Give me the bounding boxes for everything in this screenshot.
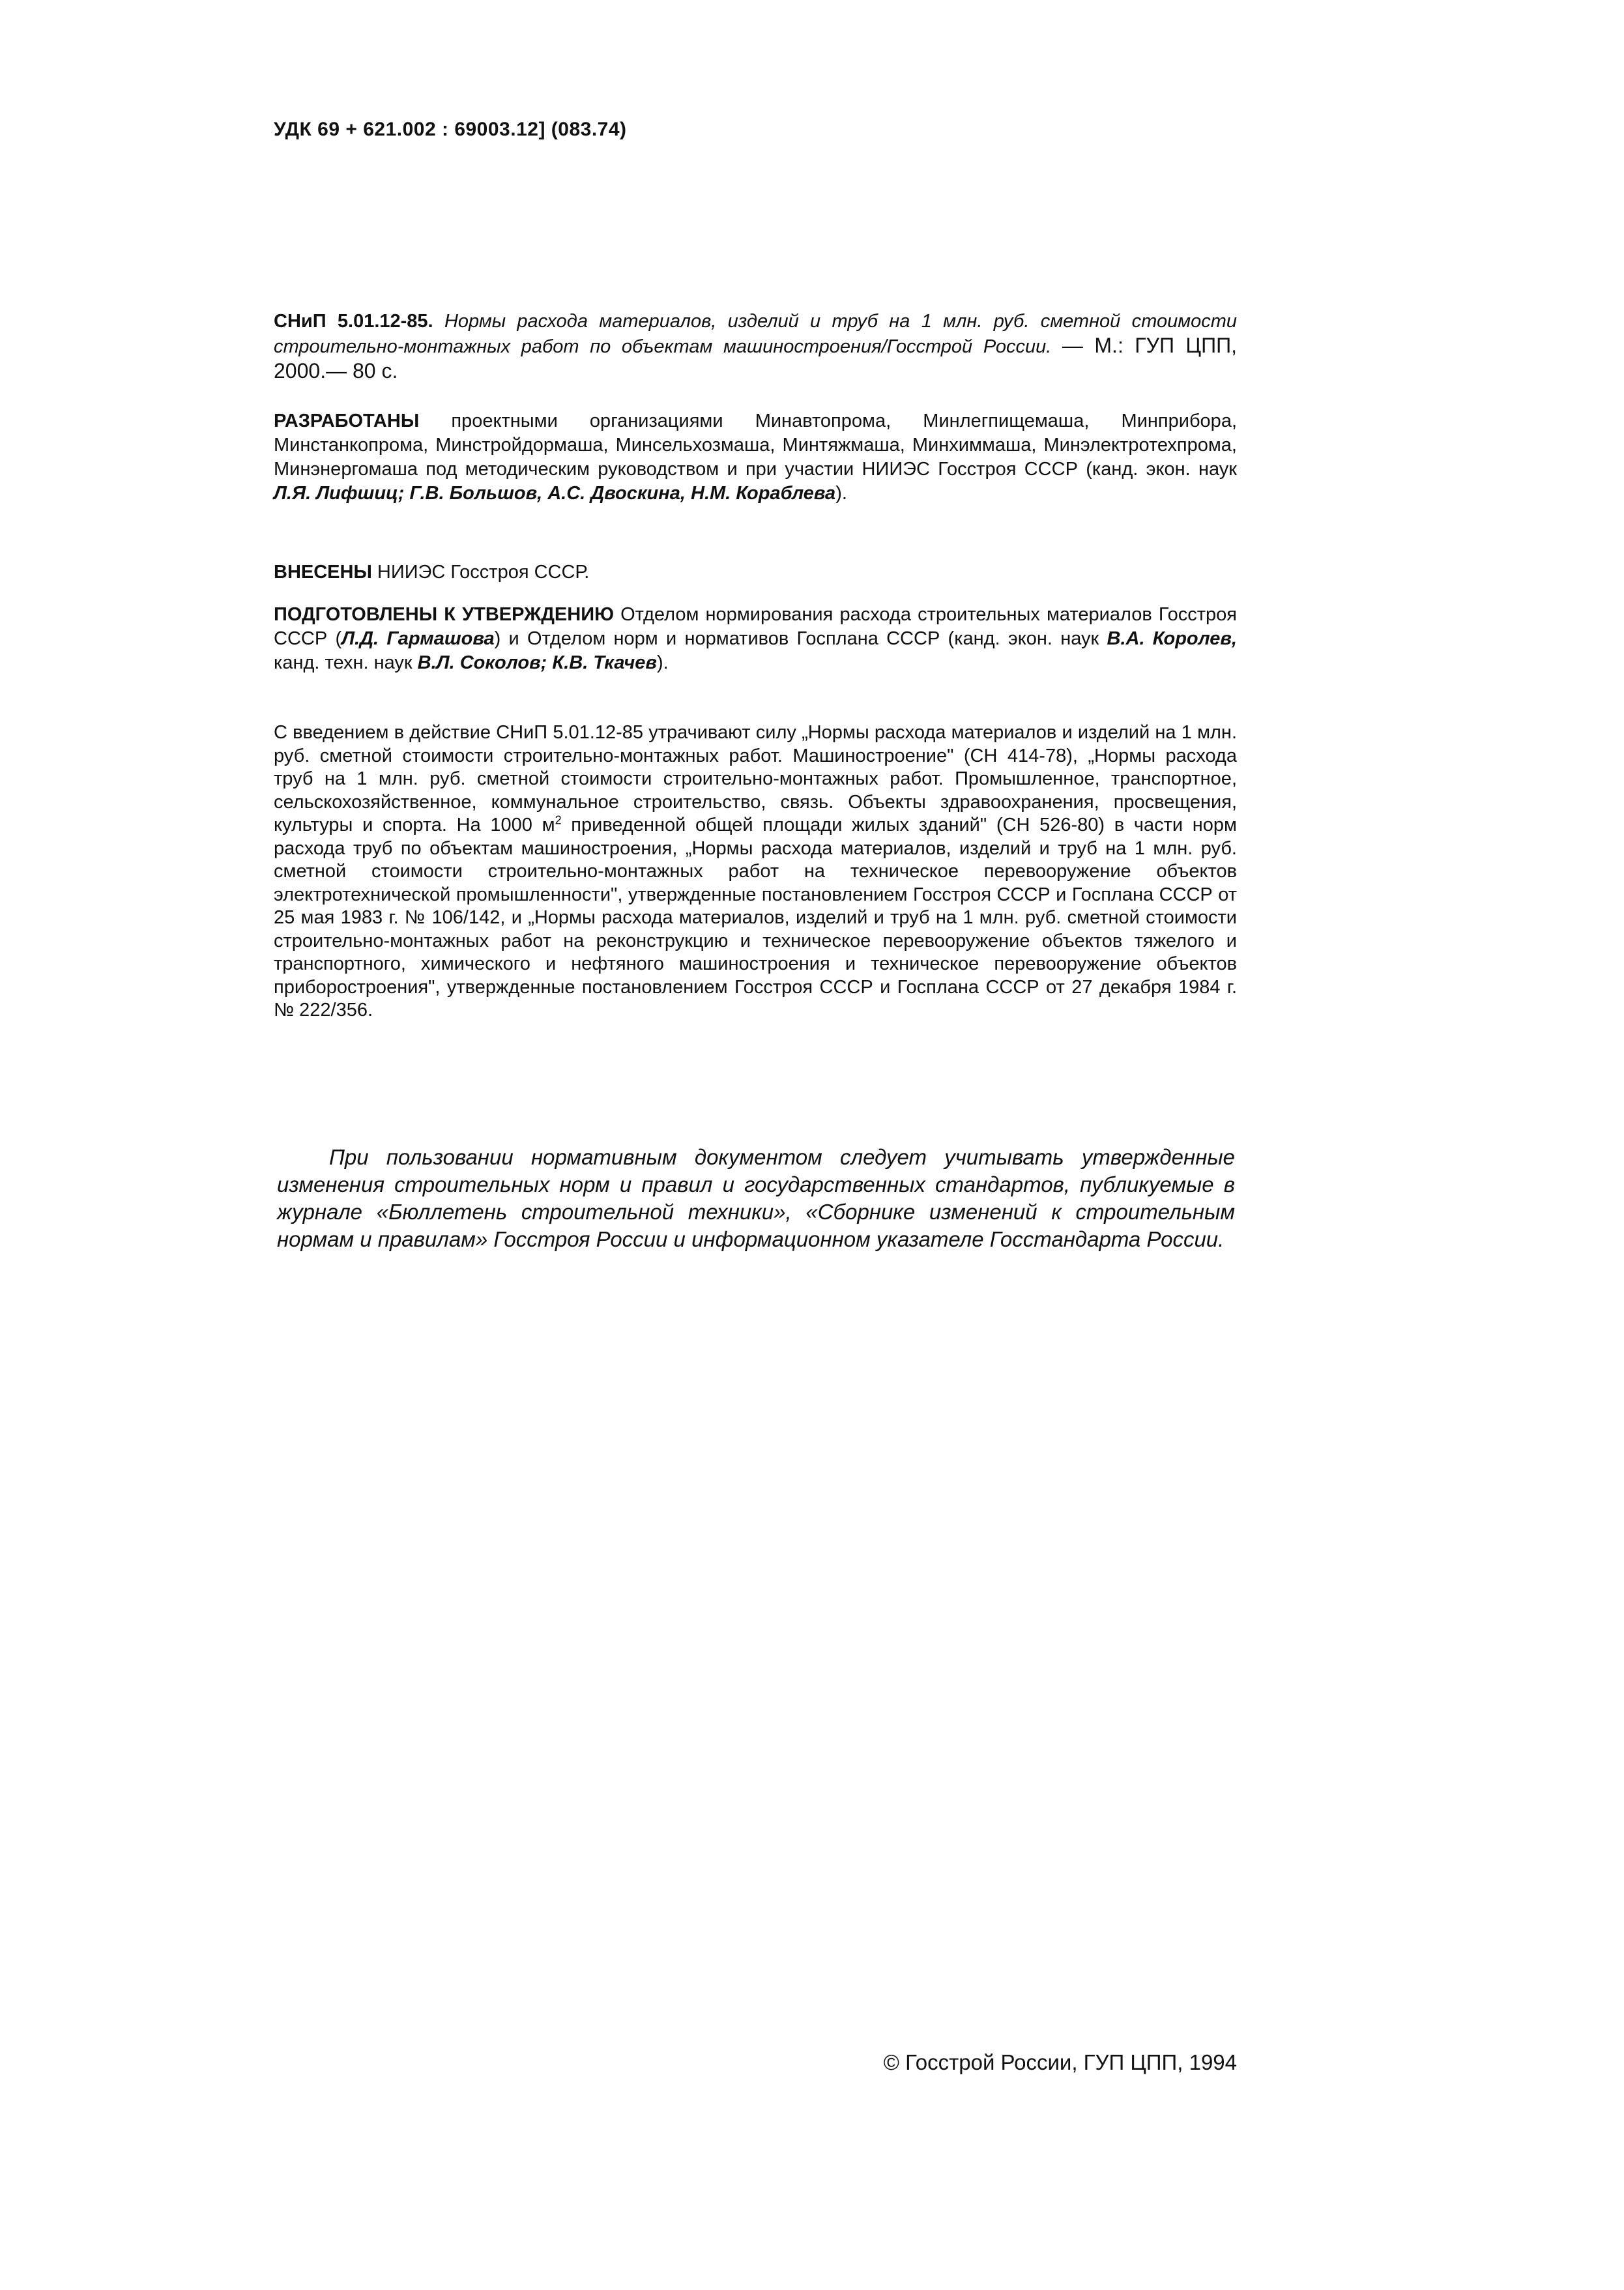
copyright: © Госстрой России, ГУП ЦПП, 1994	[883, 2050, 1237, 2074]
prepared-text-1: Отделом нормирования расхода строительных материалов Госстроя СССР (	[274, 604, 1237, 649]
developed-text: проектными организациями Минавтопрома, Минлегпищемаша, Минприбора, Минстанкопрома, Минстройдормаша, Минсельхозмаша, Минтяжмаша, Минхиммаша, Минэлектротехпрома, Минэнергомаша под методическим руководством и при участии НИИЭС Госстроя СССР (канд. экон. наук	[274, 411, 1237, 480]
introduced-text: НИИЭС Госстроя СССР.	[377, 562, 590, 583]
bibliographic-citation	[274, 310, 1237, 384]
prepared-paragraph	[274, 603, 1237, 675]
prepared-author-3: В.Л. Соколов; К.В. Ткачев	[417, 652, 657, 673]
prepared-author-2: В.А. Королев,	[1107, 628, 1237, 649]
udk-code: УДК 69 + 621.002 : 69003.12] (083.74)	[274, 119, 627, 140]
citation-publisher: — М.: ГУП ЦПП, 2000.— 80 с.	[274, 334, 1237, 383]
superscript-2: 2	[555, 813, 562, 827]
usage-note	[277, 1144, 1235, 1253]
replacement-text-1: С введением в действие СНиП 5.01.12-85 утрачивают силу „Нормы расхода материалов и изделий на 1 млн. руб. сметной стоимости строительно-монтажных работ. Машиностроение" (СН 414-78), „Нормы расхода труб на 1 млн. руб. сметной стоимости строительно-монтажных работ. Промышленное, транспортное, сельскохозяйственное, коммунальное строительство, связь. Объекты здравоохранения, просвещения, культуры и спорта. На 1000 м	[274, 722, 1237, 835]
developed-end: ).	[835, 483, 847, 504]
prepared-text-2: ) и Отделом норм и нормативов Госплана СССР (канд. экон. наук	[494, 628, 1099, 649]
prepared-end: ).	[656, 652, 669, 673]
introduced-paragraph	[274, 560, 1237, 585]
developed-authors: Л.Я. Лифшиц; Г.В. Большов, А.С. Двоскина, Н.М. Кораблева	[274, 483, 836, 504]
developed-label: РАЗРАБОТАНЫ	[274, 411, 420, 431]
prepared-text-3: канд. техн. наук	[274, 652, 413, 673]
replacement-text-2: приведенной общей площади жилых зданий" (СН 526-80) в части норм расхода труб по объектам машиностроения, „Нормы расхода материалов, изделий и труб на 1 млн. руб. сметной стоимости строительно-монтажных работ на техническое перевооружение объектов электротехнической промышленности", утвержденные постановлением Госстроя СССР и Госплана СССР от 25 мая 1983 г. № 106/142, и „Нормы расхода материалов, изделий и труб на 1 млн. руб. сметной стоимости строительно-монтажных работ на реконструкцию и техническое перевооружение объектов тяжелого и транспортного, химического и нефтяного машиностроения и техническое перевооружение объектов приборостроения", утвержденные постановлением Госстроя СССР и Госплана СССР от 27 декабря 1984 г. № 222/356.	[274, 815, 1237, 1021]
prepared-label: ПОДГОТОВЛЕНЫ К УТВЕРЖДЕНИЮ	[274, 604, 614, 625]
citation-code: СНиП 5.01.12-85.	[274, 311, 433, 332]
introduced-label: ВНЕСЕНЫ	[274, 562, 372, 583]
developed-paragraph	[274, 409, 1237, 506]
prepared-author-1: Л.Д. Гармашова	[341, 628, 495, 649]
replacement-paragraph	[274, 721, 1237, 1022]
usage-note-text: При пользовании нормативным документом следует учитывать утвержденные изменения строительных норм и правил и государственных стандартов, публикуемые в журнале «Бюллетень строительной техники», «Сборнике изменений к строительным нормам и правилам» Госстроя России и информационном указателе Госстандарта России.	[277, 1145, 1235, 1251]
citation-title: Нормы расхода материалов, изделий и труб на 1 млн. руб. сметной стоимости строительно-монтажных работ по объектам машиностроения/Госстрой России.	[274, 311, 1237, 357]
